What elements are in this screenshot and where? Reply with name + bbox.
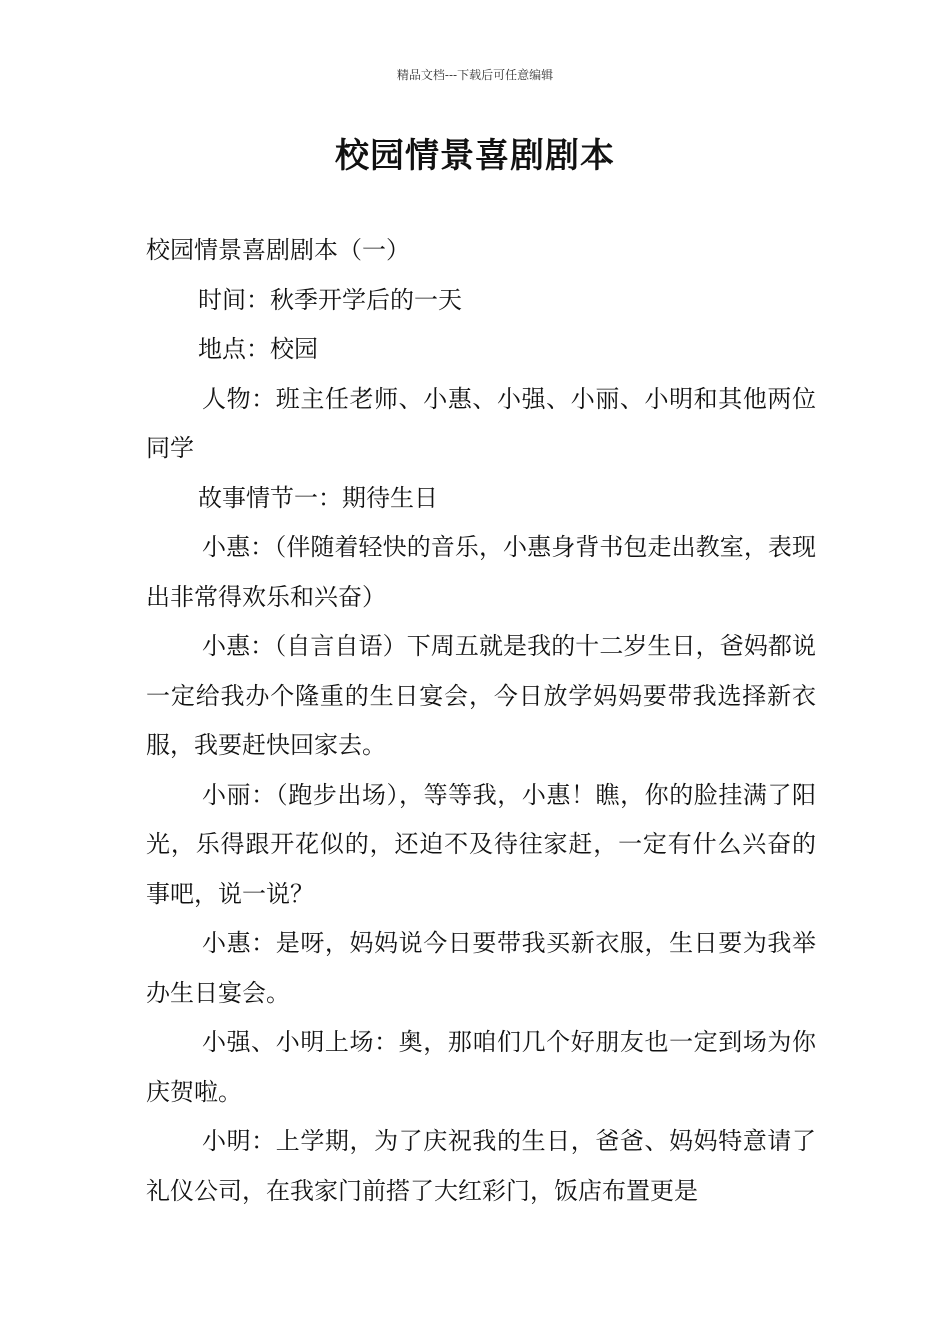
document-body bbox=[146, 226, 816, 1216]
paragraph: 时间：秋季开学后的一天 bbox=[198, 285, 462, 314]
paragraph: 地点：校园 bbox=[198, 335, 318, 363]
paragraph: 小强、小明上场：奥，那咱们几个好朋友也一定到场为你庆贺啦。 bbox=[146, 1028, 816, 1106]
paragraph: 小惠：是呀，妈妈说今日要带我买新衣服，生日要为我举办生日宴会。 bbox=[146, 929, 816, 1007]
paragraph: 故事情节一：期待生日 bbox=[198, 483, 438, 512]
paragraph: 小惠：（伴随着轻快的音乐，小惠身背书包走出教室，表现出非常得欢乐和兴奋） bbox=[146, 533, 816, 611]
paragraph: 人物：班主任老师、小惠、小强、小丽、小明和其他两位同学 bbox=[146, 384, 816, 462]
paragraph: 小惠：（自言自语）下周五就是我的十二岁生日，爸妈都说一定给我办个隆重的生日宴会，今日放学妈妈要带我选择新衣服，我要赶快回家去。 bbox=[146, 632, 816, 759]
paragraph: 校园情景喜剧剧本（一） bbox=[146, 236, 410, 264]
paragraph: 小丽：（跑步出场），等等我，小惠！瞧，你的脸挂满了阳光，乐得跟开花似的，还迫不及待往家赶，一定有什么兴奋的事吧，说一说？ bbox=[146, 780, 816, 908]
header-note: 精品文档---下载后可任意编辑 bbox=[396, 68, 554, 82]
document-title: 校园情景喜剧剧本 bbox=[335, 136, 615, 176]
paragraph: 小明：上学期，为了庆祝我的生日，爸爸、妈妈特意请了礼仪公司，在我家门前搭了大红彩门，饭店布置更是 bbox=[146, 1127, 816, 1205]
